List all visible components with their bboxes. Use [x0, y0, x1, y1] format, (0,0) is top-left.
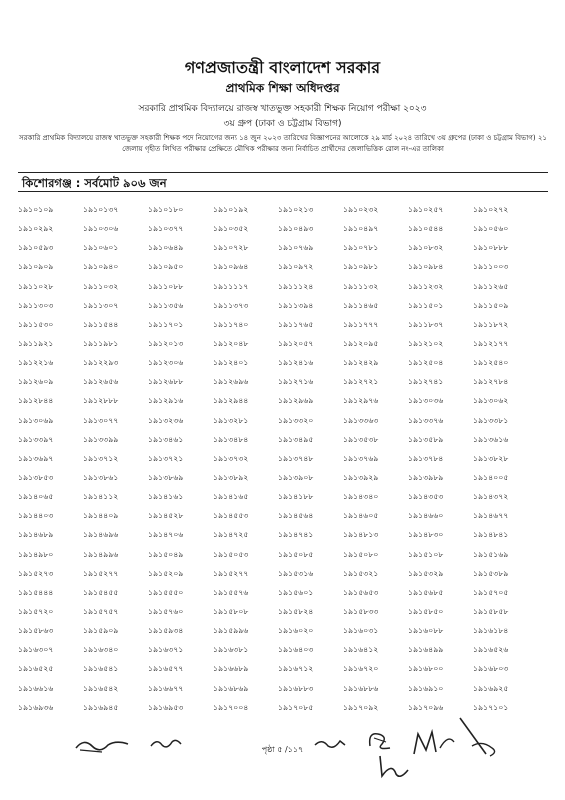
roll-number: ১৯১৪৮৩০: [408, 530, 444, 540]
roll-number-grid: [18, 205, 538, 722]
roll-number: ১৯১০২৫৭: [408, 205, 444, 214]
roll-number: ১৯১২৭২১: [343, 377, 379, 387]
roll-number: ১৯১৬৭১২: [278, 664, 314, 674]
roll-number: ১৯১১৫০৯: [473, 300, 509, 310]
roll-number: ১৯১২৮৮৮: [83, 396, 119, 406]
roll-number: ১৯১৬০২০: [278, 626, 314, 636]
roll-number: ১৯১৬৬৭৭: [148, 683, 184, 693]
roll-number: ১৯১৩৩২০: [278, 415, 314, 425]
roll-number: ১৯১২২১৬: [18, 358, 54, 368]
roll-number: ১৯১৫৮৩৩: [343, 606, 379, 616]
roll-number: ১৯১৩৯২৯: [343, 472, 379, 482]
roll-number: ১৯১৪০৬৫: [18, 492, 54, 502]
roll-number: ১৯১৬৬৮৯: [213, 664, 249, 674]
roll-number: ১৯১৪৯৯৬: [83, 549, 119, 559]
roll-number: ১৯১৩৩৬৩: [343, 415, 379, 425]
roll-number: ১৯১০১৩৭: [83, 205, 119, 214]
roll-number: ১৯১১২৩২: [408, 281, 444, 291]
roll-number: ১৯১১৫৪৪: [83, 319, 119, 329]
roll-number: ১৯১৪০০৫: [473, 472, 509, 482]
roll-number: ১৯১৩৪৯৫: [278, 434, 314, 444]
roll-number: ১৯১০৭৮১: [343, 243, 379, 253]
roll-number: ১৯১৫২০৯: [148, 568, 184, 578]
roll-number: ১৯১৩০৩৬: [408, 396, 444, 406]
roll-number: ১৯১৫৯০৯: [83, 626, 119, 636]
roll-number: ১৯১৪৫২৮: [148, 511, 184, 521]
roll-number: ১৯১৩০৬৯: [18, 415, 54, 425]
roll-number: ১৯১৫৬০১: [278, 587, 314, 597]
roll-number: ১৯১৫৮৬৩: [18, 626, 54, 636]
roll-number: ১৯১৫৩২১: [343, 568, 379, 578]
roll-number: ১৯১৪৩৫৩: [408, 492, 444, 502]
roll-number: ১৯১৪৮১৩: [343, 530, 379, 540]
roll-number: ১৯১০৯০৯: [18, 262, 54, 272]
roll-number: ১৯১৫০৮০: [343, 549, 379, 559]
roll-number: ১৯১৬৯৫৩: [148, 702, 184, 712]
roll-number: ১৯১১৭৬৫: [278, 319, 314, 329]
roll-number: ১৯১৩৭৮৪: [408, 453, 444, 463]
roll-number: ১৯১২৯১৬: [148, 396, 184, 406]
roll-number: ১৯১১৩৫৬: [148, 300, 184, 310]
roll-number: ১৯১৩৭৪৮: [278, 453, 314, 463]
roll-number: ১৯১৩২৮১: [213, 415, 249, 425]
roll-number: ১৯১৫৪৫৫: [83, 587, 119, 597]
roll-number: ১৯১০২৩২: [343, 205, 379, 214]
roll-number: ১৯১৬৮০০: [408, 664, 444, 674]
roll-number: ১৯১৫০৫৩: [213, 549, 249, 559]
roll-number: ১৯১১০৩২: [83, 281, 119, 291]
roll-number: ১৯১৬৬১৬: [18, 683, 54, 693]
roll-number: ১৯১৪৬৭৭: [473, 511, 509, 521]
roll-number: ১৯১২৪১৬: [278, 358, 314, 368]
roll-number: ১৯১১৭৪০: [213, 319, 249, 329]
roll-number: ১৯১০১৯২: [213, 205, 249, 214]
roll-number: ১৯১১১১৭: [213, 281, 249, 291]
roll-number: ১৯১৭১০১: [473, 702, 509, 712]
roll-number: ১৯১০৬৪৯: [148, 243, 184, 253]
roll-number: ১৯১০৯৭২: [278, 262, 314, 272]
roll-number: ১৯১১৭৭৭: [343, 319, 379, 329]
roll-number: ১৯১৬৯৪৫: [83, 702, 119, 712]
roll-number: ১৯১০২১৩: [278, 205, 314, 214]
roll-number: ১৯১৩৩৭৬: [408, 415, 444, 425]
roll-number: ১৯১৪৬৬০: [408, 511, 444, 521]
roll-number: ১৯১২০৫৭: [278, 338, 314, 348]
roll-number: ১৯১৫৪৪৪: [18, 587, 54, 597]
roll-number: ১৯১০৩৫২: [213, 224, 249, 234]
roll-number: ১৯১২৬০৯: [18, 377, 54, 387]
roll-number: ১৯১৩৭২১: [148, 453, 184, 463]
roll-number: ১৯১০৩০৬: [83, 224, 119, 234]
roll-number: ১৯১০২৯২: [18, 224, 54, 234]
roll-number: ১৯১৪৪০৯: [83, 511, 119, 521]
roll-number: ১৯১৫২৭৭: [213, 568, 249, 578]
roll-number: ১৯১৪১৬১: [148, 492, 184, 502]
roll-number: ১৯১৪৮৪১: [473, 530, 509, 540]
roll-number: ১৯১২৫৪০: [473, 358, 509, 368]
roll-number: ১৯১০৯৬৪: [213, 262, 249, 272]
roll-number: ১৯১০৫৪৪: [408, 224, 444, 234]
roll-number: ১৯১৩৩৯৯: [83, 434, 119, 444]
roll-number: ১৯১৩২৩৬: [148, 415, 184, 425]
roll-number: ১৯১১৭০১: [148, 319, 184, 329]
roll-number: ১৯১০১০৯: [18, 205, 54, 214]
district-heading: কিশোরগঞ্জ : সর্বমোট ৯০৬ জন: [18, 172, 548, 192]
roll-number: ১৯১০১৮০: [148, 205, 184, 214]
roll-number: ১৯১৬৯১০: [408, 683, 444, 693]
roll-number: ১৯১৭০৯৬: [408, 702, 444, 712]
roll-number: ১৯১৫২৭৭: [83, 568, 119, 578]
roll-number: ১৯১৬৫২৬: [473, 645, 509, 655]
roll-number: ১৯১৬৮৬৯: [213, 683, 249, 693]
roll-number: ১৯১০৫৬০: [473, 224, 509, 234]
roll-number: ১৯১০৫৯৩: [18, 243, 54, 253]
roll-number: ১৯১১১৩২: [343, 281, 379, 291]
roll-number: ১৯১৬৪৯৯: [408, 645, 444, 655]
roll-number: ১৯১১৯৮১: [83, 338, 119, 348]
roll-number: ১৯১৩৯০৮: [278, 472, 314, 482]
roll-number: ১৯১৩৭৩২: [213, 453, 249, 463]
roll-number: ১৯১৩৯৮৯: [408, 472, 444, 482]
roll-number: ১৯১৩০৬২: [473, 396, 509, 406]
roll-number: ১৯১১৩০৭: [83, 300, 119, 310]
roll-number: ১৯১৫৫৫০: [148, 587, 184, 597]
roll-number: ১৯১৩০৭৭: [83, 415, 119, 425]
roll-number: ১৯১৬৩৪০: [83, 645, 119, 655]
roll-number: ১৯১২৪০১: [213, 358, 249, 368]
roll-number: ১৯১৬০৩১: [343, 626, 379, 636]
roll-number: ১৯১৬৩৮১: [213, 645, 249, 655]
roll-number: ১৯১৫০৪৯: [148, 549, 184, 559]
roll-number: ১৯১১৩৯৪: [278, 300, 314, 310]
roll-number: ১৯১২৭১৬: [278, 377, 314, 387]
roll-number: ১৯১৫৭২০: [18, 606, 54, 616]
roll-number: ১৯১০৯৪০: [83, 262, 119, 272]
roll-number: ১৯১০৯৮১: [343, 262, 379, 272]
roll-number: ১৯১১৮৭২: [473, 319, 509, 329]
roll-number: ১৯১২৯৬৯: [278, 396, 314, 406]
roll-number: ১৯১৬৮০৩: [473, 664, 509, 674]
roll-number: ১৯১২৭৪১: [408, 377, 444, 387]
roll-number: ১৯১৩৬৯৭: [18, 453, 54, 463]
roll-number: ১৯১৫৭৬০: [148, 606, 184, 616]
roll-number: ১৯১১৩০৩: [18, 300, 54, 310]
roll-number: ১৯১২০৯৫: [343, 338, 379, 348]
roll-number: ১৯১২৬৫৬: [83, 377, 119, 387]
roll-number: ১৯১৪৭২৫: [213, 530, 249, 540]
roll-number: ১৯১১৮৩৭: [408, 319, 444, 329]
roll-number: ১৯১৭০০৪: [213, 702, 249, 712]
roll-number: ১৯১৬৯৩৬: [18, 702, 54, 712]
roll-number: ১৯১৪৫৬৪: [278, 511, 314, 521]
roll-number: ১৯১১৯২১: [18, 338, 54, 348]
roll-number: ১৯১১১২৪: [278, 281, 314, 291]
roll-number: ১৯১৫৮০৮: [213, 606, 249, 616]
roll-number: ১৯১৬৪১২: [343, 645, 379, 655]
roll-number: ১৯১২৮৪৪: [18, 396, 54, 406]
roll-number: ১৯১২৫০৪: [408, 358, 444, 368]
roll-number: ১৯১১৩৭৩: [213, 300, 249, 310]
roll-number: ১৯১০৪৯৭: [343, 224, 379, 234]
roll-number: ১৯১৪৩৭২: [473, 492, 509, 502]
roll-number: ১৯১০৮৩২: [408, 243, 444, 253]
roll-number: ১৯১১০০৩: [473, 262, 509, 272]
roll-number: ১৯১৫৭৫৭: [83, 606, 119, 616]
roll-number: ১৯১৩৮৬৯: [148, 472, 184, 482]
roll-number: ১৯১৪৭০৬: [148, 530, 184, 540]
roll-number: ১৯১৬৯২৫: [473, 683, 509, 693]
roll-number: ১৯১৫২৭৩: [18, 568, 54, 578]
roll-number: ১৯১৫৬৫৩: [343, 587, 379, 597]
roll-number: ১৯১১৪৬৫: [343, 300, 379, 310]
roll-number: ১৯১৫৫৭৬: [213, 587, 249, 597]
roll-number: ১৯১৩৪৬১: [148, 434, 184, 444]
roll-number: ১৯১০৪৯৩: [278, 224, 314, 234]
roll-number: ১৯১২০১৩: [148, 338, 184, 348]
roll-number: ১৯১৩৭৬৯: [343, 453, 379, 463]
roll-number: ১৯১৬৩৭১: [148, 645, 184, 655]
roll-number: ১৯১২১০২: [408, 338, 444, 348]
roll-number: ১৯১৩৮২৮: [473, 453, 509, 463]
group-title: ৩য় গ্রুপ (ঢাকা ও চট্টগ্রাম বিভাগ): [223, 119, 342, 129]
roll-number: ১৯১২৯৪৪: [213, 396, 249, 406]
roll-number: ১৯১২৭৮৪: [473, 377, 509, 387]
roll-number: ১৯১৪১১২: [83, 492, 119, 502]
roll-number: ১৯১১৫৩০: [18, 319, 54, 329]
roll-number: ১৯১২৩০৬: [148, 358, 184, 368]
roll-number: ১৯১৪৩৪০: [343, 492, 379, 502]
roll-number: ১৯১৩৬১৬: [473, 434, 509, 444]
roll-number: ১৯১০৭৬৯: [278, 243, 314, 253]
roll-number: ১৯১৬৪০৩: [278, 645, 314, 655]
government-title: গণপ্রজাতন্ত্রী বাংলাদেশ সরকার: [184, 58, 381, 77]
roll-number: ১৯১৪১৬৫: [213, 492, 249, 502]
roll-number: ১৯১৫৮২৪: [278, 606, 314, 616]
roll-number: ১৯১৩৭১২: [83, 453, 119, 463]
roll-number: ১৯১২২৯৩: [83, 358, 119, 368]
roll-number: ১৯১৫৩২৯: [408, 568, 444, 578]
roll-number: ১৯১০৮৮৮: [473, 243, 509, 253]
notice-text: সরকারি প্রাথমিক বিদ্যালয়ে রাজস্ব খাতভুক্ত সহকারী শিক্ষক পদে নিয়োগের জন্য ১৪ জুন ২০২৩ তারিখের বিজ্ঞাপনের আলোকে ২৯ মার্চ ২০২৪ তারিখে ৩য় গ্রুপের (ঢাকা ও চট্টগ্রাম বিভাগ) ২১ জেলায় গৃহীত লিখিত পরীক্ষার প্রেক্ষিতে মৌখিক পরীক্ষার জন্য নির্বাচিত প্রার্থীদের জেলাভিত্তিক রোল নং-এর তালিকা: [19, 134, 547, 153]
roll-number: ১৯১৩৩৮১: [473, 415, 509, 425]
roll-number: ১৯১৫০৮৫: [278, 549, 314, 559]
roll-number: ১৯১৪৪০৩: [18, 511, 54, 521]
roll-number: ১৯১১২৬৫: [473, 281, 509, 291]
roll-number: ১৯১২৬৮৮: [148, 377, 184, 387]
roll-number: ১৯১৩৮৫৩: [18, 472, 54, 482]
roll-number: ১৯১৫৯৩৪: [148, 626, 184, 636]
roll-number: ১৯১৪১৮৮: [278, 492, 314, 502]
roll-number: ১৯১৪৬০৫: [343, 511, 379, 521]
roll-number: ১৯১৫৮৫০: [408, 606, 444, 616]
roll-number: ১৯১৫৩১৬: [278, 568, 314, 578]
roll-number: ১৯১২৬৯৬: [213, 377, 249, 387]
roll-number: ১৯১৩৮৬১: [83, 472, 119, 482]
roll-number: ১৯১৫১০৮: [408, 549, 444, 559]
roll-number: ১৯১৫৮৫৮: [473, 606, 509, 616]
roll-number: ১৯১৬৫৪১: [83, 664, 119, 674]
roll-number: ১৯১৬৫৪২: [83, 683, 119, 693]
roll-number: ১৯১১০২৮: [18, 281, 54, 291]
roll-number: ১৯১০৯৮৪: [408, 262, 444, 272]
roll-number: ১৯১৪৬৮৯: [18, 530, 54, 540]
roll-number: ১৯১৪৯৮০: [18, 549, 54, 559]
roll-number: ১৯১৫৬৮৫: [408, 587, 444, 597]
roll-number: ১৯১২০৪৮: [213, 338, 249, 348]
page-number: পৃষ্ঠা ৫ /১১৭: [261, 745, 304, 754]
roll-number: ১৯১০৯৫০: [148, 262, 184, 272]
roll-number: ১৯১৪৭৪১: [278, 530, 314, 540]
roll-number: ১৯১৬৫৭৭: [148, 664, 184, 674]
roll-number: ১৯১৫৩৮৯: [473, 568, 509, 578]
roll-number: ১৯১৪৬৯৬: [83, 530, 119, 540]
roll-number: ১৯১০৭২৮: [213, 243, 249, 253]
roll-number: ১৯১৩৮৯২: [213, 472, 249, 482]
roll-number: ১৯১৬০৮৮: [408, 626, 444, 636]
roll-number: ১৯১২৯৭৬: [343, 396, 379, 406]
roll-number: ১৯১৩৪৮৪: [213, 434, 249, 444]
roll-number: ১৯১৬১৮৪: [473, 626, 509, 636]
roll-number: ১৯১৬৭২০: [343, 664, 379, 674]
roll-number: ১৯১১৫০১: [408, 300, 444, 310]
roll-number: ১৯১৪৫৫৩: [213, 511, 249, 521]
roll-number: ১৯১১০৮৮: [148, 281, 184, 291]
roll-number: ১৯১৩৫৩৮: [343, 434, 379, 444]
roll-number: ১৯১০২৭২: [473, 205, 509, 214]
roll-number: ১৯১৩৩৯৭: [18, 434, 54, 444]
roll-number: ১৯১৫১৬৯: [473, 549, 509, 559]
roll-number: ১৯১৬৮৮৩: [278, 683, 314, 693]
roll-number: ১৯১৫৯৯৬: [213, 626, 249, 636]
roll-number: ১৯১৬৩০৭: [18, 645, 54, 655]
exam-title: সরকারি প্রাথমিক বিদ্যালয়ে রাজস্ব খাতভুক্ত সহকারী শিক্ষক নিয়োগ পরীক্ষা ২০২৩: [138, 104, 427, 114]
roll-number: ১৯১৭০৮৫: [278, 702, 314, 712]
directorate-title: প্রাথমিক শিক্ষা অধিদপ্তর: [225, 81, 340, 95]
roll-number: ১৯১৩৫৮৯: [408, 434, 444, 444]
roll-number: ১৯১০৬০১: [83, 243, 119, 253]
roll-number: ১৯১২১৭৭: [473, 338, 509, 348]
roll-number: ১৯১৭০৯২: [343, 702, 379, 712]
roll-number: ১৯১০৩৭৭: [148, 224, 184, 234]
roll-number: ১৯১২৪২৯: [343, 358, 379, 368]
roll-number: ১৯১৫৭০৫: [473, 587, 509, 597]
roll-number: ১৯১৬৮৮৬: [343, 683, 379, 693]
roll-number: ১৯১৬৫২৫: [18, 664, 54, 674]
